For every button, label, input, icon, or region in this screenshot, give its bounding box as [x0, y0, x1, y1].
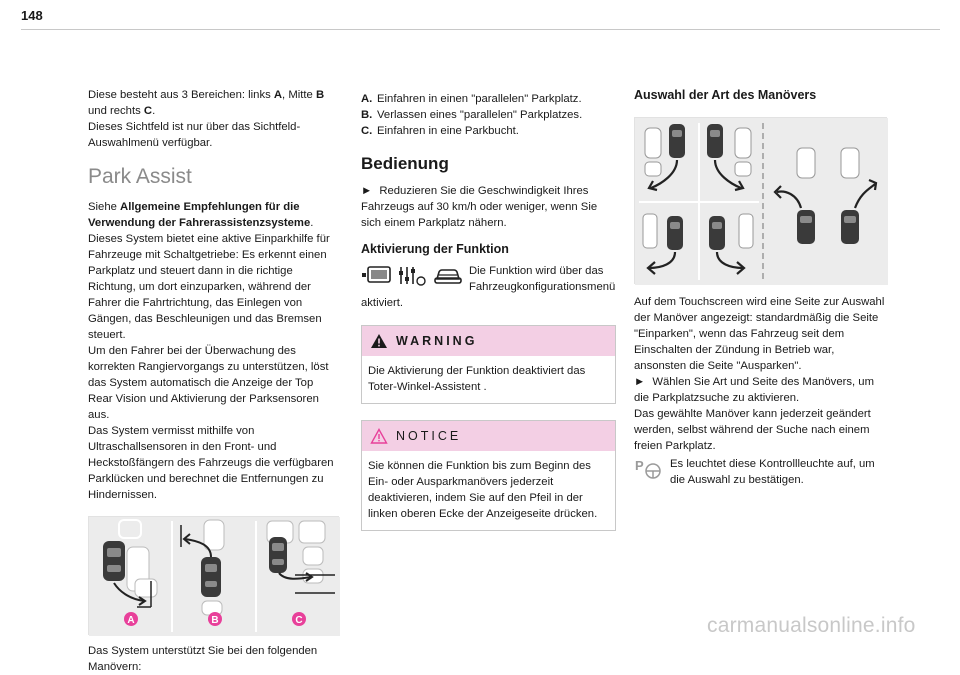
warning-header	[362, 326, 615, 356]
figure-label-a: A	[127, 615, 134, 626]
figure-label-b: B	[211, 615, 218, 626]
screen-icon	[362, 267, 390, 282]
section-title-park-assist: Park Assist	[88, 165, 338, 189]
after-figure-text: Das System unterstützt Sie bei den folgenden Manövern:	[88, 643, 338, 675]
list-item: B. Verlassen eines "parallelen" Parkplatzes.	[361, 107, 616, 123]
selection-paragraph: Auf dem Touchscreen wird eine Seite zur Auswahl der Manöver angezeigt: standardmäßig die Seite "Einparken", wenn das Fahrzeug seit dem Einschalten der Zündung in Betrieb war, ansonsten die Seite "Ausparken".	[634, 294, 888, 374]
maneuver-selection-figure	[634, 117, 887, 284]
figure-label-c: C	[295, 615, 302, 626]
warning-triangle-icon	[370, 333, 388, 349]
notice-text: Sie können die Funktion bis zum Beginn des Ein- oder Ausparkmanövers jederzeit deaktivieren, indem Sie auf den Pfeil in der linken oberen Ecke der Anzeigeseite drücken.	[362, 451, 615, 530]
indicator-text: Es leuchtet diese Kontrollleuchte auf, um die Auswahl zu bestätigen.	[670, 456, 888, 488]
see-reference: Siehe Allgemeine Empfehlungen für die Verwendung der Fahrerassistenzsysteme.	[88, 199, 338, 231]
list-item: A. Einfahren in einen "parallelen" Parkplatz.	[361, 91, 616, 107]
notice-triangle-icon	[370, 428, 388, 444]
column-3	[634, 85, 888, 488]
heading-activation: Aktivierung der Funktion	[361, 241, 616, 257]
notice-box	[361, 420, 616, 531]
change-paragraph: Das gewählte Manöver kann jederzeit geändert werden, selbst während der Suche nach einem freien Parkplatz.	[634, 406, 888, 454]
park-assist-lamp-icon	[634, 456, 664, 480]
warning-title: WARNING	[396, 333, 477, 349]
warning-box	[361, 325, 616, 404]
header-divider	[21, 29, 940, 30]
activation-icons	[361, 263, 465, 287]
heading-bedienung: Bedienung	[361, 153, 616, 175]
page-number: 148	[21, 8, 43, 24]
step-reduce-speed: ► Reduzieren Sie die Geschwindigkeit Ihres Fahrzeugs auf 30 km/h oder weniger, wenn Sie sich einem Parkplatz nähern.	[361, 183, 616, 231]
maneuver-illustration	[89, 517, 340, 636]
watermark: carmanualsonline.info	[707, 618, 916, 634]
warning-text: Die Aktivierung der Funktion deaktiviert das Toter-Winkel-Assistent .	[362, 356, 615, 403]
svg-text:P: P	[635, 458, 644, 473]
column-1	[88, 82, 338, 675]
activation-row	[361, 263, 616, 311]
heading-maneuver-selection: Auswahl der Art des Manövers	[634, 87, 888, 103]
intro-line-2: Dieses Sichtfeld ist nur über das Sichtfeld-Auswahlmenü verfügbar.	[88, 119, 338, 151]
activation-text: Die Funktion wird über das Fahrzeugkonfigurationsmenü aktiviert.	[361, 263, 616, 311]
car-icon	[435, 270, 461, 283]
step-arrow-icon: ►	[634, 376, 645, 388]
body-paragraph-2: Um den Fahrer bei der Überwachung des korrekten Rangiervorgangs zu unterstützen, löst das System automatisch die Anzeige der Top Rear Vision und Aktivierung der Parksensoren aus.	[88, 343, 338, 423]
selection-step: ► Wählen Sie Art und Seite des Manövers, um die Parkplatzsuche zu aktivieren.	[634, 374, 888, 406]
indicator-row	[634, 456, 888, 488]
notice-title: NOTICE	[396, 428, 461, 444]
body-paragraph-3: Das System vermisst mithilfe von Ultraschallsensoren in den Front- und Heckstoßfängern des Fahrzeugs die verfügbaren Parklücken und berechnet die Entfernungen zu Hindernissen.	[88, 423, 338, 503]
list-item: C. Einfahren in eine Parkbucht.	[361, 123, 616, 139]
body-paragraph-1: Dieses System bietet eine aktive Einparkhilfe für Fahrzeuge mit Schaltgetriebe: Es erkennt einen Parkplatz und steuert dann in die richtige Richtung, um dort einzuparken, während der Fahrer die Fahrtrichtung, das Einlegen von Gängen, das Beschleunigen und das Bremsen steuert.	[88, 231, 338, 343]
intro-paragraph: Diese besteht aus 3 Bereichen: links A, Mitte B und rechts C.	[88, 87, 338, 119]
maneuver-figure	[88, 516, 339, 635]
step-arrow-icon: ►	[361, 185, 372, 197]
column-2	[361, 91, 616, 531]
settings-sliders-icon	[399, 267, 425, 285]
notice-header	[362, 421, 615, 451]
maneuver-selection-illustration	[635, 118, 888, 285]
